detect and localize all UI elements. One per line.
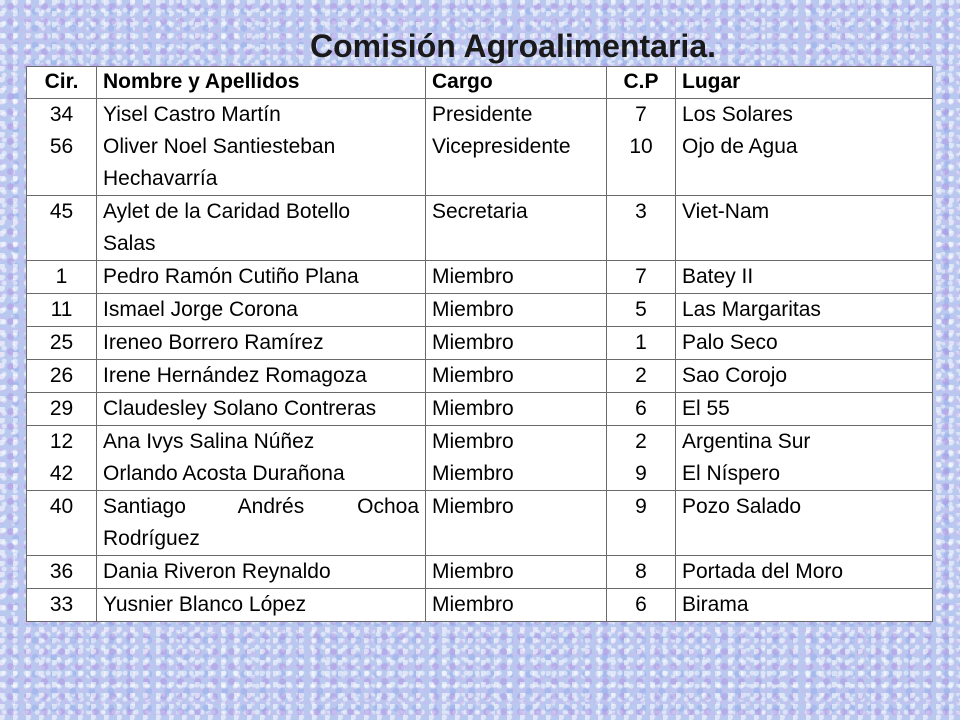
cell-cir bbox=[27, 556, 97, 589]
cell-nombre-line: Salas bbox=[103, 232, 156, 255]
cell-cp bbox=[607, 393, 676, 426]
cell-nombre bbox=[97, 99, 426, 196]
cell-cp-line: 2 bbox=[635, 430, 647, 453]
header-cir: Cir. bbox=[27, 67, 97, 99]
table-row bbox=[27, 294, 933, 327]
cell-lugar-line: Pozo Salado bbox=[682, 495, 802, 518]
cell-lugar bbox=[676, 556, 933, 589]
cell-cir bbox=[27, 393, 97, 426]
cell-cargo-line: Secretaria bbox=[432, 200, 528, 223]
cell-nombre bbox=[97, 294, 426, 327]
cell-cir bbox=[27, 99, 97, 196]
cell-nombre bbox=[97, 589, 426, 622]
cell-lugar bbox=[676, 491, 933, 556]
cell-lugar-line: Sao Corojo bbox=[682, 364, 788, 387]
cell-cir bbox=[27, 491, 97, 556]
cell-lugar bbox=[676, 426, 933, 491]
page-title: Comisión Agroalimentaria. bbox=[310, 28, 716, 64]
cell-cir-line: 45 bbox=[49, 200, 74, 223]
cell-lugar-line: Argentina Sur bbox=[682, 430, 811, 453]
header-cargo: Cargo bbox=[426, 67, 607, 99]
cell-nombre-line: Dania Riveron Reynaldo bbox=[103, 560, 331, 583]
cell-cargo bbox=[426, 360, 607, 393]
cell-lugar bbox=[676, 360, 933, 393]
table-row bbox=[27, 491, 933, 556]
cell-cp bbox=[607, 99, 676, 196]
table-row bbox=[27, 327, 933, 360]
cell-cir bbox=[27, 360, 97, 393]
cell-lugar-line: Viet-Nam bbox=[682, 200, 770, 223]
table-row bbox=[27, 196, 933, 261]
table-row bbox=[27, 393, 933, 426]
table-body bbox=[27, 99, 933, 622]
cell-lugar bbox=[676, 261, 933, 294]
cell-cargo bbox=[426, 589, 607, 622]
cell-nombre bbox=[97, 393, 426, 426]
cell-nombre-line: Yusnier Blanco López bbox=[103, 593, 307, 616]
cell-cir bbox=[27, 589, 97, 622]
cell-lugar-line: El Níspero bbox=[682, 462, 781, 485]
cell-cp-line: 9 bbox=[635, 462, 647, 485]
cell-cir bbox=[27, 196, 97, 261]
cell-nombre bbox=[97, 196, 426, 261]
cell-nombre-line: Rodríguez bbox=[103, 527, 200, 550]
cell-cargo bbox=[426, 556, 607, 589]
cell-lugar bbox=[676, 589, 933, 622]
table-row bbox=[27, 426, 933, 491]
cell-cir bbox=[27, 426, 97, 491]
cell-lugar-line: Las Margaritas bbox=[682, 298, 821, 321]
cell-cargo-line: Miembro bbox=[432, 397, 514, 420]
commission-table bbox=[26, 66, 933, 622]
cell-cp-line: 6 bbox=[635, 593, 647, 616]
cell-lugar-line: Portada del Moro bbox=[682, 560, 844, 583]
table-row bbox=[27, 99, 933, 196]
cell-cargo-line: Miembro bbox=[432, 462, 514, 485]
cell-nombre-line: Ireneo Borrero Ramírez bbox=[103, 331, 324, 354]
cell-nombre-line: Aylet de la Caridad Botello bbox=[103, 200, 351, 223]
cell-cir-line: 29 bbox=[49, 397, 74, 420]
cell-cp bbox=[607, 426, 676, 491]
header-lugar: Lugar bbox=[676, 67, 933, 99]
table-row bbox=[27, 261, 933, 294]
cell-nombre-line: Yisel Castro Martín bbox=[103, 103, 281, 126]
cell-cargo-line: Miembro bbox=[432, 495, 514, 518]
cell-nombre-line: Santiago Andrés Ochoa bbox=[103, 495, 419, 518]
cell-cir bbox=[27, 294, 97, 327]
cell-nombre-line: Oliver Noel Santiesteban bbox=[103, 135, 336, 158]
cell-nombre bbox=[97, 426, 426, 491]
cell-cp-line: 7 bbox=[635, 103, 647, 126]
cell-cir-line: 11 bbox=[50, 298, 73, 321]
cell-lugar bbox=[676, 393, 933, 426]
cell-lugar-line: Palo Seco bbox=[682, 331, 778, 354]
cell-nombre-line: Irene Hernández Romagoza bbox=[103, 364, 367, 387]
table-header-row bbox=[27, 67, 933, 99]
cell-nombre bbox=[97, 556, 426, 589]
cell-cp-line: 2 bbox=[635, 364, 647, 387]
cell-cargo bbox=[426, 327, 607, 360]
cell-cargo bbox=[426, 196, 607, 261]
cell-cir-line: 36 bbox=[49, 560, 74, 583]
cell-cargo bbox=[426, 294, 607, 327]
cell-cargo-line: Miembro bbox=[432, 560, 514, 583]
cell-cargo bbox=[426, 393, 607, 426]
cell-cir-line: 33 bbox=[49, 593, 74, 616]
cell-cp-line: 9 bbox=[635, 495, 647, 518]
cell-lugar bbox=[676, 294, 933, 327]
table-row bbox=[27, 556, 933, 589]
cell-cp bbox=[607, 196, 676, 261]
cell-nombre-line: Ana Ivys Salina Núñez bbox=[103, 430, 315, 453]
cell-lugar-line: Batey II bbox=[682, 265, 754, 288]
cell-cargo-line: Miembro bbox=[432, 265, 514, 288]
cell-cir-line: 40 bbox=[49, 495, 74, 518]
cell-cir-line: 1 bbox=[55, 265, 68, 288]
cell-cir-line: 42 bbox=[49, 462, 74, 485]
cell-cargo-line: Miembro bbox=[432, 331, 514, 354]
cell-cargo-line: Vicepresidente bbox=[432, 135, 571, 158]
cell-lugar-line: El 55 bbox=[682, 397, 730, 420]
cell-cargo bbox=[426, 261, 607, 294]
cell-lugar-line: Ojo de Agua bbox=[682, 135, 798, 158]
cell-cargo-line: Miembro bbox=[432, 298, 514, 321]
cell-cargo bbox=[426, 426, 607, 491]
cell-cir-line: 34 bbox=[49, 103, 74, 126]
cell-cp-line: 7 bbox=[635, 265, 647, 288]
cell-nombre bbox=[97, 327, 426, 360]
table-row bbox=[27, 589, 933, 622]
cell-cir-line: 26 bbox=[49, 364, 74, 387]
header-nombre: Nombre y Apellidos bbox=[97, 67, 426, 99]
cell-nombre-line: Orlando Acosta Durañona bbox=[103, 462, 345, 485]
cell-cp-line: 5 bbox=[635, 298, 647, 321]
cell-nombre bbox=[97, 491, 426, 556]
cell-cp-line: 10 bbox=[629, 135, 653, 158]
cell-cp bbox=[607, 327, 676, 360]
cell-cir-line: 56 bbox=[49, 135, 74, 158]
cell-nombre-line: Hechavarría bbox=[103, 167, 218, 190]
cell-lugar bbox=[676, 327, 933, 360]
cell-lugar bbox=[676, 196, 933, 261]
cell-cp bbox=[607, 491, 676, 556]
cell-cir bbox=[27, 261, 97, 294]
cell-cir bbox=[27, 327, 97, 360]
cell-cp-line: 6 bbox=[635, 397, 647, 420]
cell-cir-line: 12 bbox=[49, 430, 74, 453]
cell-nombre bbox=[97, 261, 426, 294]
cell-cp bbox=[607, 360, 676, 393]
cell-cargo bbox=[426, 491, 607, 556]
cell-cargo-line: Miembro bbox=[432, 364, 514, 387]
cell-nombre-line: Pedro Ramón Cutiño Plana bbox=[103, 265, 359, 288]
cell-cp-line: 3 bbox=[635, 200, 647, 223]
cell-cp-line: 8 bbox=[635, 560, 647, 583]
table-row bbox=[27, 360, 933, 393]
cell-cargo-line: Miembro bbox=[432, 593, 514, 616]
header-cp: C.P bbox=[607, 67, 676, 99]
cell-nombre bbox=[97, 360, 426, 393]
cell-cp-line: 1 bbox=[635, 331, 647, 354]
cell-lugar-line: Los Solares bbox=[682, 103, 793, 126]
cell-cp bbox=[607, 556, 676, 589]
cell-cp bbox=[607, 261, 676, 294]
cell-cargo-line: Presidente bbox=[432, 103, 533, 126]
cell-nombre-line: Ismael Jorge Corona bbox=[103, 298, 298, 321]
cell-lugar-line: Birama bbox=[682, 593, 749, 616]
cell-nombre-line: Claudesley Solano Contreras bbox=[103, 397, 377, 420]
cell-cargo bbox=[426, 99, 607, 196]
cell-cp bbox=[607, 589, 676, 622]
cell-cp bbox=[607, 294, 676, 327]
cell-cir-line: 25 bbox=[49, 331, 74, 354]
cell-lugar bbox=[676, 99, 933, 196]
cell-cargo-line: Miembro bbox=[432, 430, 514, 453]
